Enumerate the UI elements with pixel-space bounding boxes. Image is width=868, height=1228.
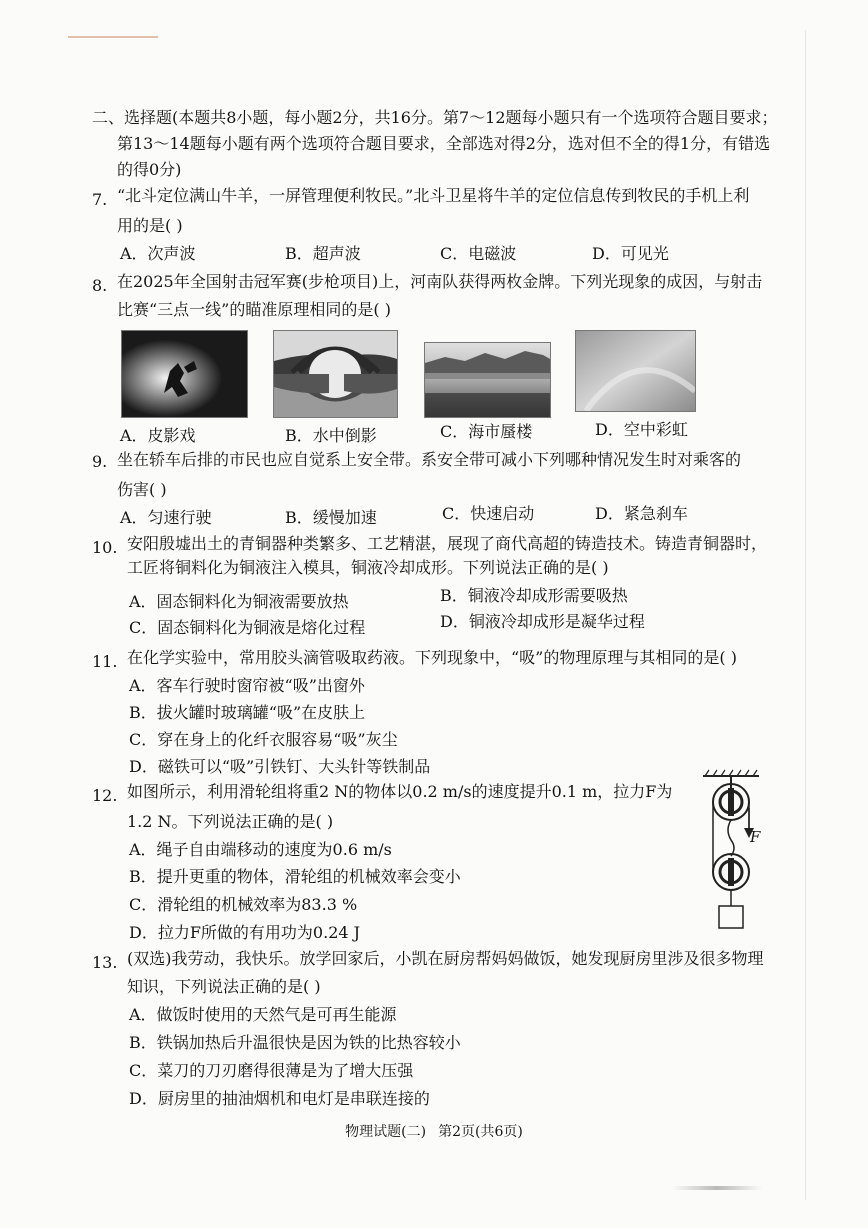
rainbow-photo xyxy=(575,330,696,412)
question-10-number: 10. xyxy=(92,538,118,557)
footer-title: 物理试题(二) xyxy=(345,1124,427,1140)
question-11-option-d: D．磁铁可以“吸”引铁钉、大头针等铁制品 xyxy=(129,757,431,776)
mirage-photo xyxy=(424,342,551,418)
question-10-option-d: D．铜液冷却成形是凝华过程 xyxy=(440,612,645,631)
question-8-number: 8. xyxy=(92,276,108,295)
question-12-text-2: 1.2 N。下列说法正确的是( ) xyxy=(127,812,334,831)
shadow-play-photo xyxy=(121,330,248,418)
question-11-number: 11. xyxy=(92,652,118,671)
question-12-option-a: A．绳子自由端移动的速度为0.6 m/s xyxy=(129,840,392,859)
question-13-option-d: D．厨房里的抽油烟机和电灯是串联连接的 xyxy=(129,1089,430,1108)
section-heading-line1: 二、选择题(本题共8小题，每小题2分，共16分。第7～12题每小题只有一个选项符合题目要求； xyxy=(92,108,778,127)
question-9-option-d: D．紧急刹车 xyxy=(595,504,688,523)
section-heading-line2: 第13～14题每小题有两个选项符合题目要求，全部选对得2分，选对但不全的得1分，有错选 xyxy=(117,134,771,153)
question-11-text-1: 在化学实验中，常用胶头滴管吸取药液。下列现象中，“吸”的物理原理与其相同的是( ) xyxy=(127,648,737,667)
question-13-number: 13. xyxy=(92,953,118,972)
question-12-option-c: C．滑轮组的机械效率为83.3 % xyxy=(129,895,358,914)
question-12-text-1: 如图所示，利用滑轮组将重2 N的物体以0.2 m/s的速度提升0.1 m，拉力F为 xyxy=(127,782,673,801)
question-7-option-b: B．超声波 xyxy=(285,244,361,263)
question-11-option-a: A．客车行驶时窗帘被“吸”出窗外 xyxy=(129,676,365,695)
question-8-option-d: D．空中彩虹 xyxy=(595,420,688,439)
scan-mark xyxy=(68,36,158,38)
section-heading-line3: 的得0分) xyxy=(117,160,182,179)
question-7-option-d: D．可见光 xyxy=(592,244,669,263)
question-10-option-c: C．固态铜料化为铜液是熔化过程 xyxy=(129,618,366,637)
question-13-option-b: B．铁锅加热后升温很快是因为铁的比热容较小 xyxy=(129,1033,461,1052)
question-13-text-1: (双选)我劳动，我快乐。放学回家后，小凯在厨房帮妈妈做饭，她发现厨房里涉及很多物理 xyxy=(127,949,764,968)
question-10-text-1: 安阳殷墟出土的青铜器种类繁多、工艺精湛，展现了商代高超的铸造技术。铸造青铜器时， xyxy=(127,534,768,553)
question-13-option-c: C．菜刀的刀刃磨得很薄是为了增大压强 xyxy=(129,1061,414,1080)
reflection-bridge-photo xyxy=(273,330,398,418)
question-10-option-b: B．铜液冷却成形需要吸热 xyxy=(440,586,628,605)
question-11-option-b: B．拔火罐时玻璃罐“吸”在皮肤上 xyxy=(129,703,366,722)
question-10-text-2: 工匠将铜料化为铜液注入模具，铜液冷却成形。下列说法正确的是( ) xyxy=(127,558,609,577)
page-edge xyxy=(805,30,806,1200)
question-11-option-c: C．穿在身上的化纤衣服容易“吸”灰尘 xyxy=(129,730,398,749)
question-9-number: 9. xyxy=(92,452,108,471)
question-9-option-a: A．匀速行驶 xyxy=(120,508,212,527)
question-9-option-b: B．缓慢加速 xyxy=(285,508,377,527)
question-7-option-c: C．电磁波 xyxy=(440,244,517,263)
question-7-number: 7. xyxy=(92,190,108,209)
question-8-option-c: C．海市蜃楼 xyxy=(440,422,533,441)
force-label: F xyxy=(750,828,761,846)
question-9-text-1: 坐在轿车后排的市民也应自觉系上安全带。系安全带可减小下列哪种情况发生时对乘客的 xyxy=(117,450,742,469)
question-8-text-2: 比赛“三点一线”的瞄准原理相同的是( ) xyxy=(117,300,391,319)
page-footer xyxy=(0,1122,868,1142)
scan-smudge xyxy=(672,1186,762,1190)
question-7-text-1: “北斗定位满山牛羊，一屏管理便利牧民。”北斗卫星将牛羊的定位信息传到牧民的手机上利 xyxy=(117,186,750,205)
pulley-diagram xyxy=(695,768,775,938)
question-12-option-d: D．拉力F所做的有用功为0.24 J xyxy=(129,923,361,942)
question-8-option-b: B．水中倒影 xyxy=(285,426,377,445)
question-9-text-2: 伤害( ) xyxy=(117,480,167,499)
question-13-text-2: 知识，下列说法正确的是( ) xyxy=(127,977,321,996)
question-7-text-2: 用的是( ) xyxy=(117,216,183,235)
question-8-text-1: 在2025年全国射击冠军赛(步枪项目)上，河南队获得两枚金牌。下列光现象的成因，与射击 xyxy=(117,272,763,291)
question-10-option-a: A．固态铜料化为铜液需要放热 xyxy=(129,592,349,611)
question-7-option-a: A．次声波 xyxy=(120,244,196,263)
question-12-number: 12. xyxy=(92,786,118,805)
footer-page-number: 第2页(共6页) xyxy=(438,1124,523,1140)
question-13-option-a: A．做饭时使用的天然气是可再生能源 xyxy=(129,1005,397,1024)
question-8-option-a: A．皮影戏 xyxy=(120,426,196,445)
question-12-option-b: B．提升更重的物体，滑轮组的机械效率会变小 xyxy=(129,867,461,886)
question-9-option-c: C．快速启动 xyxy=(442,504,535,523)
